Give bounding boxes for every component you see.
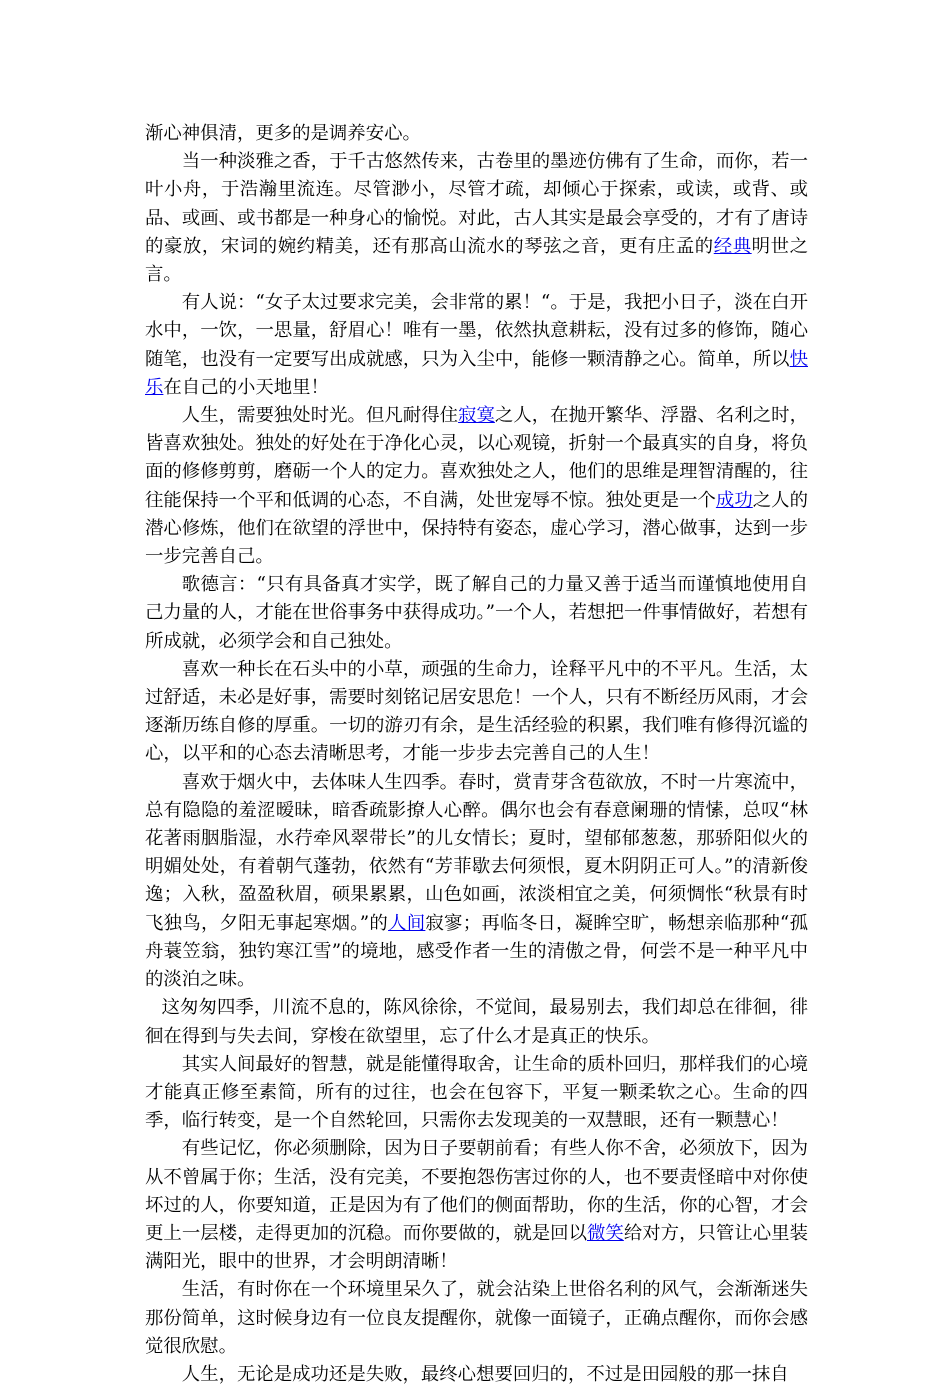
paragraph: [145, 402, 808, 571]
paragraph-text: 歌德言：“只有具备真才实学，既了解自己的力量又善于适当而谨慎地使用自己力量的人，才能在世俗事务中获得成功。”一个人，若想把一件事情做好，若想有所成就，必须学会和自己独处。: [145, 574, 808, 652]
paragraph-text: 有人说：“女子太过要求完美，会非常的累！“。于是，我把小日子，淡在白开水中，一饮，一思量，舒眉心！唯有一墨，依然执意耕耘，没有过多的修饰，随心随笔，也没有一定要写出成就感，只为入尘中，能修一颗清静之心。简单，所以: [145, 292, 808, 370]
paragraph-text: 这匆匆四季，川流不息的，陈风徐徐，不觉间，最易别去，我们却总在徘徊，徘徊在得到与失去间，穿梭在欲望里，忘了什么才是真正的快乐。: [145, 997, 808, 1047]
paragraph-text: 生活，有时你在一个环境里呆久了，就会沾染上世俗名利的风气，会渐渐迷失那份简单，这时候身边有一位良友提醒你，就像一面镜子，正确点醒你，而你会感觉很欣慰。: [145, 1279, 808, 1357]
paragraph-text: 寂寥；再临冬日，凝眸空旷，畅想亲临那种“孤舟蓑笠翁，独钓寒江雪”的境地，感受作者一生的清傲之骨，何尝不是一种平凡中的淡泊之味。: [145, 912, 808, 991]
paragraph-text: 明世之言。: [145, 235, 808, 286]
paragraph-text: 渐心神俱清，更多的是调养安心。: [145, 123, 421, 144]
inline-link[interactable]: 成功: [715, 489, 753, 511]
paragraph: [145, 571, 808, 656]
paragraph-text: 有些记忆，你必须删除，因为日子要朝前看；有些人你不舍，必须放下，因为从不曾属于你；生活，没有完美，不要抱怨伤害过你的人，也不要责怪暗中对你使坏过的人，你要知道，正是因为有了他们的侧面帮助，你的生活，你的心智，才会更上一层楼，走得更加的沉稳。而你要做的，就是回以: [145, 1138, 808, 1244]
paragraph: [145, 1051, 808, 1136]
paragraph: [145, 1276, 808, 1361]
inline-link[interactable]: 人间: [388, 912, 426, 934]
inline-link[interactable]: 寂寞: [458, 405, 495, 427]
paragraph: [145, 289, 808, 402]
inline-link[interactable]: 经典: [713, 235, 752, 257]
paragraph-text: 人生，需要独处时光。但凡耐得住: [181, 405, 459, 427]
paragraph-text: 给对方，只管让心里装满阳光，眼中的世界，才会明朗清晰！: [145, 1222, 808, 1273]
paragraph-text: 之人的潜心修炼，他们在欲望的浮世中，保持特有姿态，虚心学习，潜心做事，达到一步一步完善自己。: [145, 489, 808, 568]
inline-link[interactable]: 快乐: [145, 348, 808, 398]
paragraph-text: 喜欢一种长在石头中的小草，顽强的生命力，诠释平凡中的不平凡。生活，太过舒适，未必是好事，需要时刻铭记居安思危！一个人，只有不断经历风雨，才会逐渐历练自修的厚重。一切的游刃有余，是生活经验的积累，我们唯有修得沉谧的心，以平和的心态去清晰思考，才能一步步去完善自己的人生！: [145, 658, 808, 765]
document-page: [145, 120, 808, 1389]
paragraph: [145, 1361, 808, 1389]
paragraph: [145, 769, 808, 995]
paragraph: [145, 148, 808, 289]
paragraph: [145, 994, 808, 1050]
paragraph: [145, 656, 808, 769]
paragraph-text: 之人，在抛开繁华、浮嚣、名利之时，皆喜欢独处。独处的好处在于净化心灵，以心观镜，折射一个最真实的自身，将负面的修修剪剪，磨砺一个人的定力。喜欢独处之人，他们的思维是理智清醒的，往往能保持一个平和低调的心态，不自满，处世宠辱不惊。独处更是一个: [145, 405, 808, 511]
paragraph-text: 当一种淡雅之香，于千古悠然传来，古卷里的墨迹仿佛有了生命，而你，若一叶小舟，于浩瀚里流连。尽管渺小，尽管才疏，却倾心于探索，或读，或背、或品、或画、或书都是一种身心的愉悦。对此，古人其实是最会享受的，才有了唐诗的豪放，宋词的婉约精美，还有那高山流水的琴弦之音，更有庄孟的: [145, 151, 808, 257]
paragraph: [145, 1135, 808, 1276]
paragraph-text: 喜欢于烟火中，去体味人生四季。春时，赏青芽含苞欲放，不时一片寒流中，总有隐隐的羞涩暧昧，暗香疏影撩人心醉。偶尔也会有春意阑珊的情愫，总叹“林花著雨胭脂湿，水荇牵风翠带长”的儿女情长；夏时，望郁郁葱葱，那骄阳似火的明媚处处，有着朝气蓬勃，依然有“芳菲歇去何须恨，夏木阴阴正可人。”的清新俊逸；入秋，盈盈秋眉，硕果累累，山色如画，浓淡相宜之美，何须惆怅“秋景有时飞独鸟，夕阳无事起寒烟。”的: [145, 771, 808, 934]
paragraph-text: 其实人间最好的智慧，就是能懂得取舍，让生命的质朴回归，那样我们的心境才能真正修至素简，所有的过往，也会在包容下，平复一颗柔软之心。生命的四季，临行转变，是一个自然轮回，只需你去发现美的一双慧眼，还有一颗慧心！: [145, 1053, 808, 1132]
paragraph-text: 在自己的小天地里！: [163, 376, 329, 398]
paragraph: [145, 120, 808, 148]
paragraph-text: 人生，无论是成功还是失败，最终心想要回归的，不过是田园般的那一抹自: [181, 1363, 789, 1385]
inline-link[interactable]: 微笑: [587, 1222, 624, 1244]
